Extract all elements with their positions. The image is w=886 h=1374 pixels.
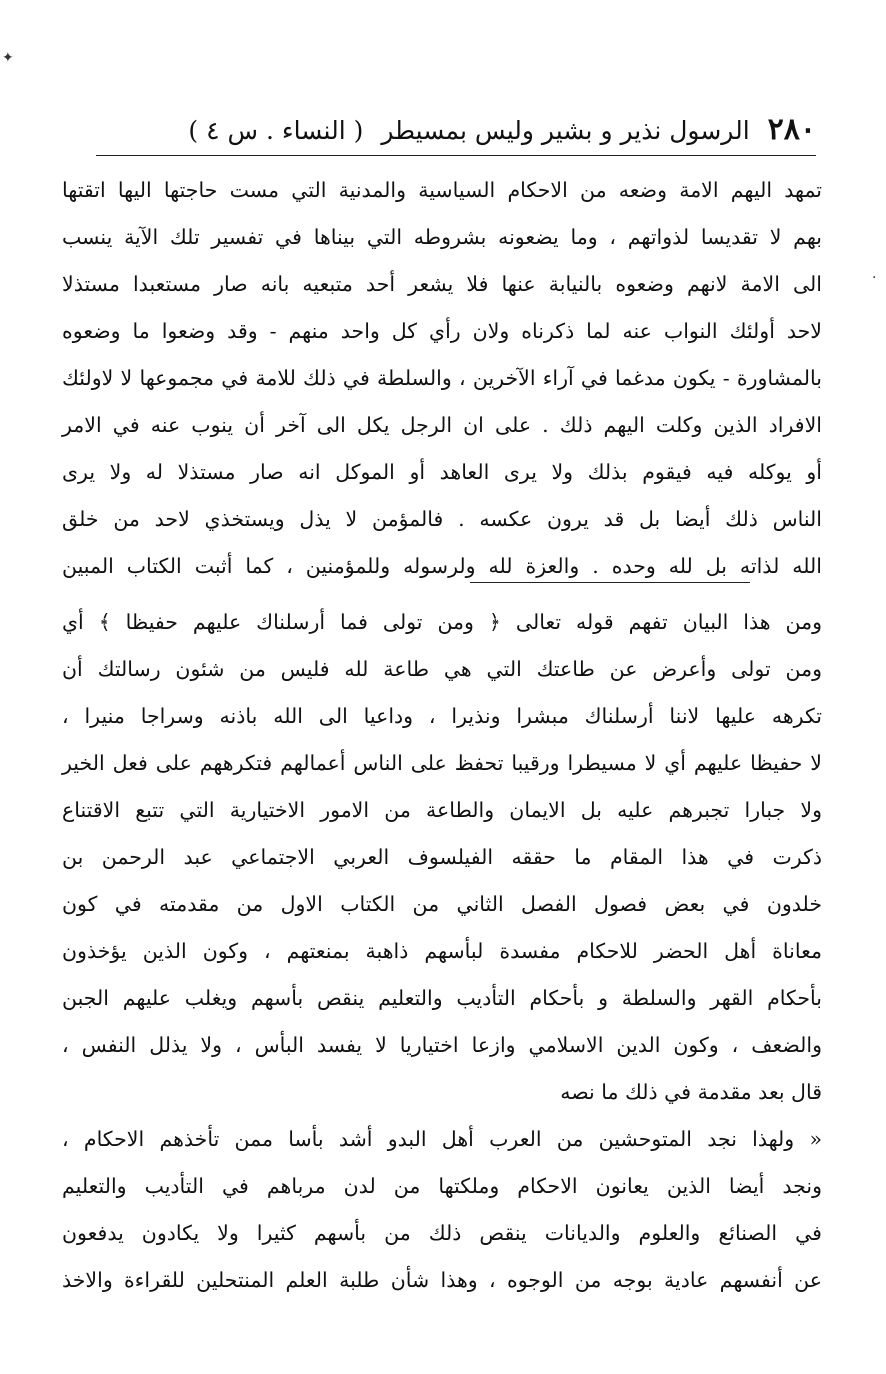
footnote-line: أو يوكله فيه فيقوم بذلك ولا يرى العاهد أو الموكل انه صار مستذلا له ولا يرى	[62, 460, 822, 484]
body-line: معاناة أهل الحضر للاحكام مفسدة لبأسهم ذاهبة بمنعتهم ، وكون الذين يؤخذون	[62, 939, 822, 963]
body-line: « ولهذا نجد المتوحشين من العرب أهل البدو أشد بأسا ممن تأخذهم الاحكام ،	[62, 1127, 823, 1151]
margin-mark: ·	[872, 270, 877, 286]
footnote-line: تمهد اليهم الامة وضعه من الاحكام السياسية والمدنية التي مست حاجتها اليها اتقتها	[62, 178, 822, 202]
body-line: بأحكام القهر والسلطة و بأحكام التأديب والتعليم ينقص بأسهم ويغلب عليهم الجبن	[62, 986, 822, 1010]
footnote-line: الى الامة لانهم وضعوه بالنيابة عنها فلا يشعر أحد متبعيه بانه صار مستعبدا مستذلا	[62, 272, 822, 296]
footnote-line: لاحد أولئك النواب عنه لما ذكرناه ولان رأي كل واحد منهم - وقد وضعوا ما وضعوه	[62, 319, 822, 343]
footnote-line: بالمشاورة - يكون مدغما في آراء الآخرين ، والسلطة في ذلك للامة في مجموعها لا لاولئك	[62, 366, 822, 390]
footnote-line: الناس ذلك أيضا بل قد يرون عكسه . فالمؤمن لا يذل ويستخذي لاحد من خلق	[62, 507, 822, 531]
header-rule	[96, 155, 816, 156]
body-line: والضعف ، وكون الدين الاسلامي وازعا اختياريا لا يفسد البأس ، ولا يذلل النفس ،	[62, 1033, 822, 1057]
surah-reference: ( النساء . س ٤ )	[188, 116, 364, 145]
body-line: ومن تولى وأعرض عن طاعتك التي هي طاعة لله فليس من شئون رسالتك أن	[62, 657, 822, 681]
body-line: ونجد أيضا الذين يعانون الاحكام وملكتها من لدن مرباهم في التأديب والتعليم	[62, 1174, 822, 1198]
running-title: الرسول نذير و بشير وليس بمسيطر	[381, 116, 750, 145]
body-line: خلدون في بعض فصول الفصل الثاني من الكتاب الاول من مقدمته في كون	[62, 892, 822, 916]
body-line: قال بعد مقدمة في ذلك ما نصه	[560, 1080, 822, 1104]
body-line: ولا جبارا تجبرهم عليه بل الايمان والطاعة من الامور الاختيارية التي تتبع الاقتناع	[62, 798, 822, 822]
footnote-line: الافراد الذين وكلت اليهم ذلك . على ان الرجل يكل الى آخر أن ينوب عنه في الامر	[62, 413, 822, 437]
body-line: تكرهه عليها لاننا أرسلناك مبشرا ونذيرا ، وداعيا الى الله باذنه وسراجا منيرا ،	[62, 704, 822, 728]
body-line: عن أنفسهم عادية بوجه من الوجوه ، وهذا شأن طلبة العلم المنتحلين للقراءة والاخذ	[62, 1268, 822, 1292]
section-divider	[470, 582, 750, 583]
footnote-line: الله لذاته بل لله وحده . والعزة لله ولرسوله وللمؤمنين ، كما أثبت الكتاب المبين	[62, 554, 822, 578]
footnote-line: بهم لا تقديسا لذواتهم ، وما يضعونه بشروطه التي بيناها في تفسير تلك الآية ينسب	[62, 225, 822, 249]
body-line: في الصنائع والعلوم والديانات ينقص ذلك من بأسهم كثيرا ولا يكادون يدفعون	[62, 1221, 822, 1245]
margin-mark: ✦	[2, 50, 14, 66]
page-number: ٢٨٠	[767, 112, 816, 147]
body-line: ذكرت في هذا المقام ما حققه الفيلسوف العربي الاجتماعي عبد الرحمن بن	[62, 845, 822, 869]
page-header	[96, 112, 816, 148]
body-line: لا حفيظا عليهم أي لا مسيطرا ورقيبا تحفظ على الناس أعمالهم فتكرههم على فعل الخير	[62, 751, 822, 775]
body-line: ومن هذا البيان تفهم قوله تعالى ﴿ ومن تولى فما أرسلناك عليهم حفيظا ﴾ أي	[62, 610, 822, 634]
